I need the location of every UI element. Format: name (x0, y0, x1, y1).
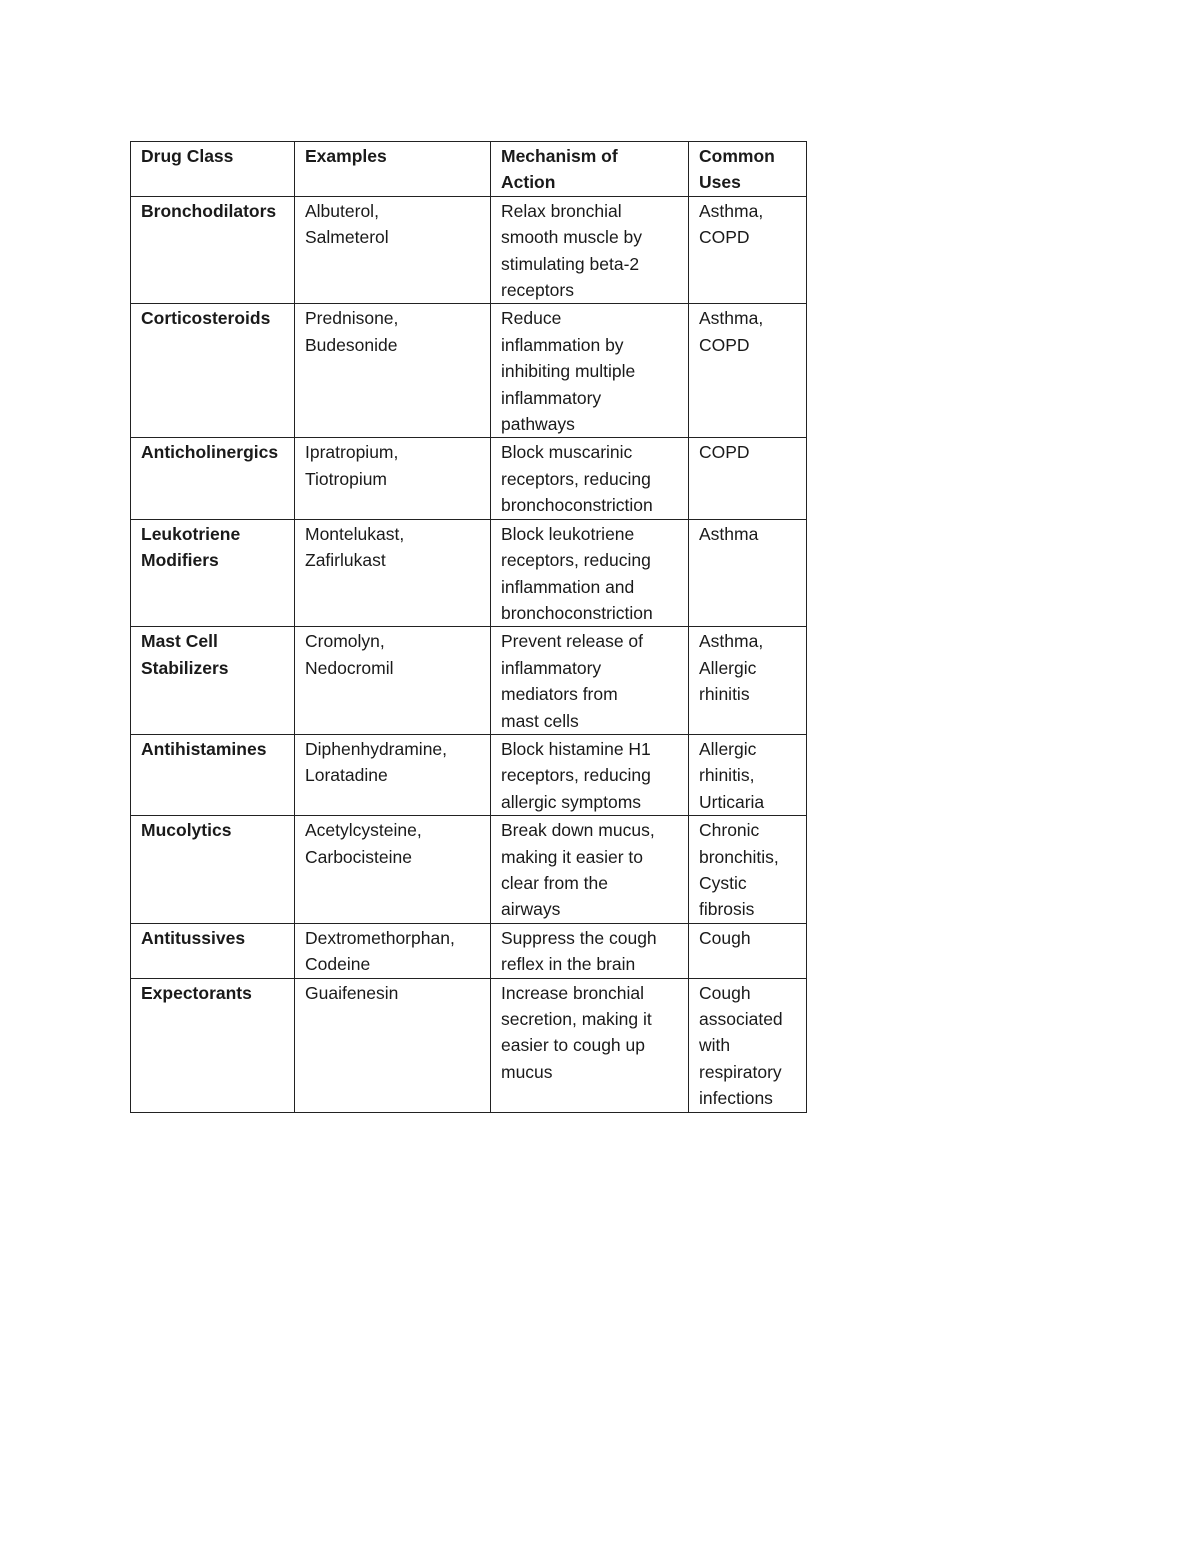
mechanism-cell: Reduce inflammation by inhibiting multiple inflammatory pathways (491, 304, 689, 438)
examples-cell: Acetylcysteine, Carbocisteine (295, 816, 491, 924)
mechanism-cell: Increase bronchial secretion, making it easier to cough up mucus (491, 978, 689, 1112)
table-row (131, 816, 807, 924)
examples-cell: Ipratropium, Tiotropium (295, 438, 491, 519)
table-header-row (131, 142, 807, 197)
examples-cell: Montelukast, Zafirlukast (295, 519, 491, 627)
drug-class-cell: Antihistamines (131, 734, 295, 815)
drug-class-cell: Corticosteroids (131, 304, 295, 438)
table-row (131, 304, 807, 438)
examples-cell: Guaifenesin (295, 978, 491, 1112)
mechanism-cell: Block muscarinic receptors, reducing bronchoconstriction (491, 438, 689, 519)
uses-cell: Cough associated with respiratory infections (689, 978, 807, 1112)
header-drug-class: Drug Class (131, 142, 295, 197)
uses-cell: Asthma, COPD (689, 196, 807, 304)
table-row (131, 519, 807, 627)
table-row (131, 978, 807, 1112)
header-mechanism: Mechanism of Action (491, 142, 689, 197)
mechanism-cell: Break down mucus, making it easier to clear from the airways (491, 816, 689, 924)
uses-cell: Allergic rhinitis, Urticaria (689, 734, 807, 815)
drug-class-cell: Leukotriene Modifiers (131, 519, 295, 627)
drug-classes-table (130, 141, 807, 1113)
examples-cell: Cromolyn, Nedocromil (295, 627, 491, 735)
examples-cell: Diphenhydramine, Loratadine (295, 734, 491, 815)
table-row (131, 627, 807, 735)
uses-cell: Asthma (689, 519, 807, 627)
examples-cell: Albuterol, Salmeterol (295, 196, 491, 304)
mechanism-cell: Block leukotriene receptors, reducing inflammation and bronchoconstriction (491, 519, 689, 627)
drug-class-cell: Mast Cell Stabilizers (131, 627, 295, 735)
drug-class-cell: Expectorants (131, 978, 295, 1112)
uses-cell: Chronic bronchitis, Cystic fibrosis (689, 816, 807, 924)
table-row (131, 196, 807, 304)
examples-cell: Prednisone, Budesonide (295, 304, 491, 438)
mechanism-cell: Relax bronchial smooth muscle by stimulating beta-2 receptors (491, 196, 689, 304)
examples-cell: Dextromethorphan, Codeine (295, 923, 491, 978)
drug-class-cell: Antitussives (131, 923, 295, 978)
header-common-uses: Common Uses (689, 142, 807, 197)
mechanism-cell: Block histamine H1 receptors, reducing allergic symptoms (491, 734, 689, 815)
drug-class-cell: Anticholinergics (131, 438, 295, 519)
uses-cell: Asthma, COPD (689, 304, 807, 438)
uses-cell: Asthma, Allergic rhinitis (689, 627, 807, 735)
mechanism-cell: Prevent release of inflammatory mediators from mast cells (491, 627, 689, 735)
uses-cell: Cough (689, 923, 807, 978)
mechanism-cell: Suppress the cough reflex in the brain (491, 923, 689, 978)
drug-class-cell: Mucolytics (131, 816, 295, 924)
table-row (131, 923, 807, 978)
header-examples: Examples (295, 142, 491, 197)
table-row (131, 734, 807, 815)
uses-cell: COPD (689, 438, 807, 519)
table-row (131, 438, 807, 519)
drug-class-cell: Bronchodilators (131, 196, 295, 304)
